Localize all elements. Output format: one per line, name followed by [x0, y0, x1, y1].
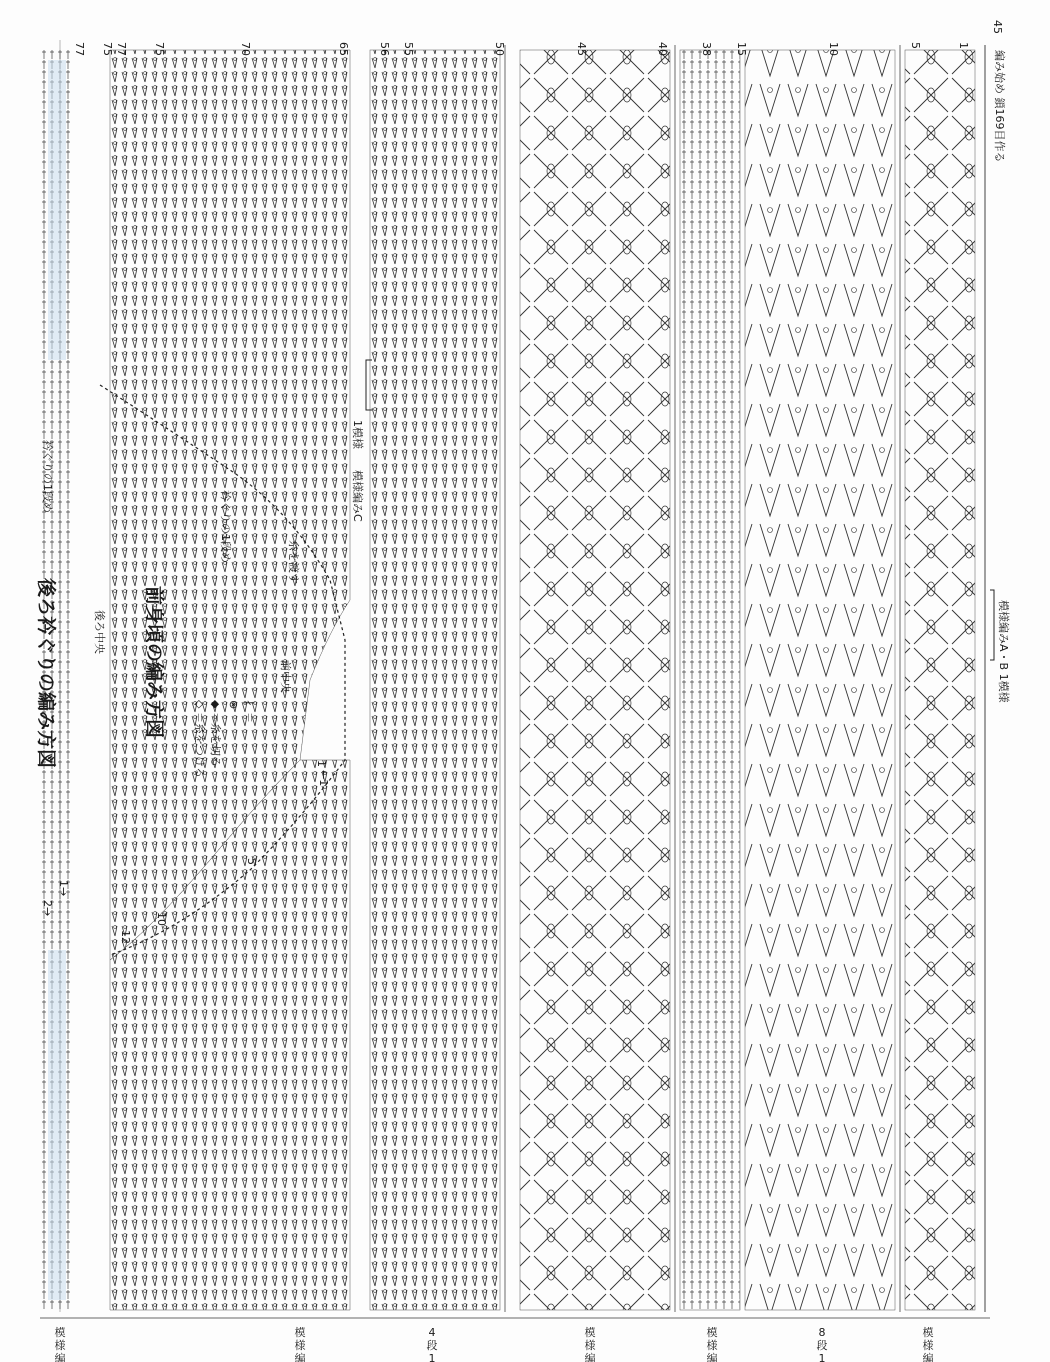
band-label-char: 様 — [294, 1339, 306, 1352]
back-center-label: 後ろ中央 — [93, 610, 106, 654]
back-collar-title: 後ろ衿ぐりの編み方図 — [35, 578, 57, 769]
row-number: 38 — [700, 42, 713, 56]
band-label-char: 様 — [706, 1339, 718, 1352]
row-number: 40 — [656, 42, 669, 56]
front-title: 前身頃の編み方図 — [143, 586, 165, 739]
row-number: 70 — [239, 42, 252, 56]
collar-row1-label: 衿ぐりの1段め — [41, 440, 54, 513]
back-collar-highlight — [48, 60, 66, 360]
band-label-char: 編 — [922, 1352, 934, 1362]
front-center-label: 前中央 — [279, 660, 292, 693]
row-number: 12 — [119, 930, 132, 944]
band-label-char: 1 — [428, 1352, 436, 1362]
band-label-char: 様 — [584, 1339, 596, 1352]
legend-text: ＝糸を切る — [209, 712, 222, 767]
band-label-char: 模 — [922, 1326, 934, 1339]
legend-symbol: ⊗ — [227, 700, 240, 710]
legend-symbol: ◆ — [209, 700, 222, 709]
band-label-char: 様 — [54, 1339, 66, 1352]
band-label-char: 編 — [706, 1352, 718, 1362]
row-number: 5 — [245, 858, 258, 865]
pattern-a-lace-lower — [905, 50, 975, 1310]
band-labels — [55, 1325, 934, 1362]
back-collar-highlight-lower — [48, 950, 66, 1300]
one-repeat-label: 1模様 — [351, 420, 364, 449]
row-number: 77 — [73, 42, 86, 56]
band-label-char: 模 — [294, 1326, 306, 1339]
row-number: 50 — [493, 42, 506, 56]
band-label-char: 1 — [818, 1352, 826, 1362]
legend-text: ＝ — [243, 712, 256, 723]
legend-text: ＝糸をつける — [193, 712, 206, 778]
band-label-char: 段 — [816, 1339, 828, 1352]
arrow-1: 1→ — [57, 880, 70, 897]
row-number: 5 — [909, 42, 922, 49]
row-number: 77 — [115, 42, 128, 56]
row-number: 1 — [957, 42, 970, 49]
pattern-a-lace-upper — [520, 50, 670, 1310]
row-number: 75 — [101, 42, 114, 56]
row-number: 15 — [735, 42, 748, 56]
row-number: 56 — [378, 42, 391, 56]
band-label-char: 編 — [54, 1352, 66, 1362]
row-number: 75 — [153, 42, 166, 56]
row-number: 1 — [315, 760, 328, 767]
band-label-char: 模 — [706, 1326, 718, 1339]
band-label-char: 編 — [294, 1352, 306, 1362]
row-number: 65 — [337, 42, 350, 56]
row-number: 55 — [402, 42, 415, 56]
arrow-2: 2→ — [41, 900, 54, 917]
band-label-char: 模 — [54, 1326, 66, 1339]
repeat-bracket-ab — [990, 590, 994, 660]
legend-symbol: ∤ — [243, 700, 256, 706]
band-label-char: 8 — [818, 1326, 826, 1339]
row-number: 10 — [827, 42, 840, 56]
row-number: 10 — [155, 912, 168, 926]
legend-symbol: ◇ — [193, 700, 206, 709]
band-label-char: 4 — [428, 1326, 436, 1339]
pass-yarn-label: 糸を渡す — [287, 540, 300, 584]
page-number: 45 — [991, 20, 1004, 34]
pattern-b — [680, 50, 740, 1310]
band-label-char: 編 — [584, 1352, 596, 1362]
band-label-char: 段 — [426, 1339, 438, 1352]
pattern-ab-repeat-label: 模様編みA・B 1模様 — [997, 600, 1010, 703]
collar-row1-label-mid: 衿ぐりの1段め — [219, 490, 232, 563]
band-label-char: 模 — [584, 1326, 596, 1339]
row-number: 45 — [575, 42, 588, 56]
start-label: 編み始め 鎖169目作る — [993, 50, 1006, 163]
band-label-char: 様 — [922, 1339, 934, 1352]
pattern-b-vee — [745, 50, 895, 1310]
arrow-left: ←1 — [317, 770, 330, 787]
pattern-c-body — [370, 50, 500, 1310]
pattern-c-label: 模様編みC — [351, 470, 364, 522]
